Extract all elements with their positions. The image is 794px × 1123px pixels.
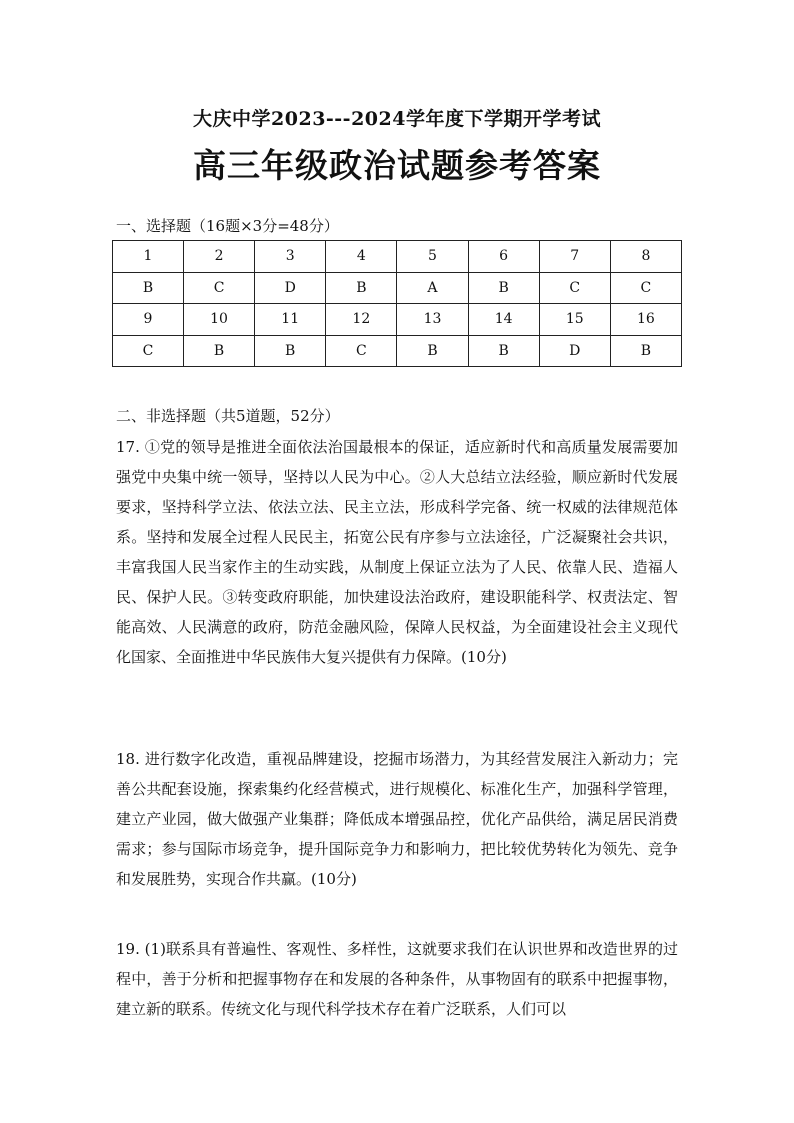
- table-cell: B: [113, 272, 184, 304]
- section-2-heading: 二、非选择题（共5道题，52分）: [116, 407, 340, 425]
- answer-18: 18. 进行数字化改造，重视品牌建设，挖掘市场潜力，为其经营发展注入新动力；完善公共配套设施，探索集约化经营模式，进行规模化、标准化生产，加强科学管理，建立产业园，做大做强产业集群；降低成本增强品控，优化产品供给，满足居民消费需求；参与国际市场竞争，提升国际竞争力和影响力，把比较优势转化为领先、竞争和发展胜势，实现合作共赢。(10分): [116, 750, 678, 888]
- table-cell: A: [397, 272, 468, 304]
- table-cell: 6: [468, 241, 539, 273]
- table-cell: 1: [113, 241, 184, 273]
- table-cell: B: [326, 272, 397, 304]
- page-title: 高三年级政治试题参考答案: [193, 146, 601, 185]
- table-cell: 9: [113, 304, 184, 336]
- table-cell: 13: [397, 304, 468, 336]
- table-row: [113, 335, 682, 367]
- table-cell: 4: [326, 241, 397, 273]
- table-cell: B: [397, 335, 468, 367]
- table-cell: 11: [255, 304, 326, 336]
- table-cell: C: [183, 272, 254, 304]
- section-1-heading: 一、选择题（16题×3分=48分）: [116, 217, 339, 235]
- answer-table: [112, 240, 682, 367]
- table-cell: C: [113, 335, 184, 367]
- table-cell: B: [610, 335, 681, 367]
- table-cell: 15: [539, 304, 610, 336]
- table-cell: 8: [610, 241, 681, 273]
- table-row: [113, 241, 682, 273]
- table-cell: 7: [539, 241, 610, 273]
- table-cell: 3: [255, 241, 326, 273]
- table-cell: C: [326, 335, 397, 367]
- answer-17: 17. ①党的领导是推进全面依法治国最根本的保证，适应新时代和高质量发展需要加强党中央集中统一领导，坚持以人民为中心。②人大总结立法经验，顺应新时代发展要求，坚持科学立法、依法立法、民主立法，形成科学完备、统一权威的法律规范体系。坚持和发展全过程人民民主，拓宽公民有序参与立法途径，广泛凝聚社会共识，丰富我国人民当家作主的生动实践，从制度上保证立法为了人民、依靠人民、造福人民、保护人民。③转变政府职能，加快建设法治政府，建设职能科学、权责法定、智能高效、人民满意的政府，防范金融风险，保障人民权益，为全面建设社会主义现代化国家、全面推进中华民族伟大复兴提供有力保障。(10分): [116, 438, 678, 666]
- table-cell: 10: [183, 304, 254, 336]
- table-cell: 2: [183, 241, 254, 273]
- table-cell: 12: [326, 304, 397, 336]
- table-cell: C: [610, 272, 681, 304]
- table-cell: D: [539, 335, 610, 367]
- table-cell: B: [255, 335, 326, 367]
- table-cell: 5: [397, 241, 468, 273]
- table-cell: C: [539, 272, 610, 304]
- table-cell: D: [255, 272, 326, 304]
- table-cell: B: [183, 335, 254, 367]
- answer-19: 19. (1)联系具有普遍性、客观性、多样性，这就要求我们在认识世界和改造世界的过程中，善于分析和把握事物存在和发展的各种条件，从事物固有的联系中把握事物，建立新的联系。传统文化与现代科学技术存在着广泛联系，人们可以: [116, 940, 678, 1018]
- table-cell: 14: [468, 304, 539, 336]
- table-row: [113, 304, 682, 336]
- table-row: [113, 272, 682, 304]
- table-cell: 16: [610, 304, 681, 336]
- table-cell: B: [468, 335, 539, 367]
- table-cell: B: [468, 272, 539, 304]
- exam-subtitle: 大庆中学2023---2024学年度下学期开学考试: [193, 108, 601, 130]
